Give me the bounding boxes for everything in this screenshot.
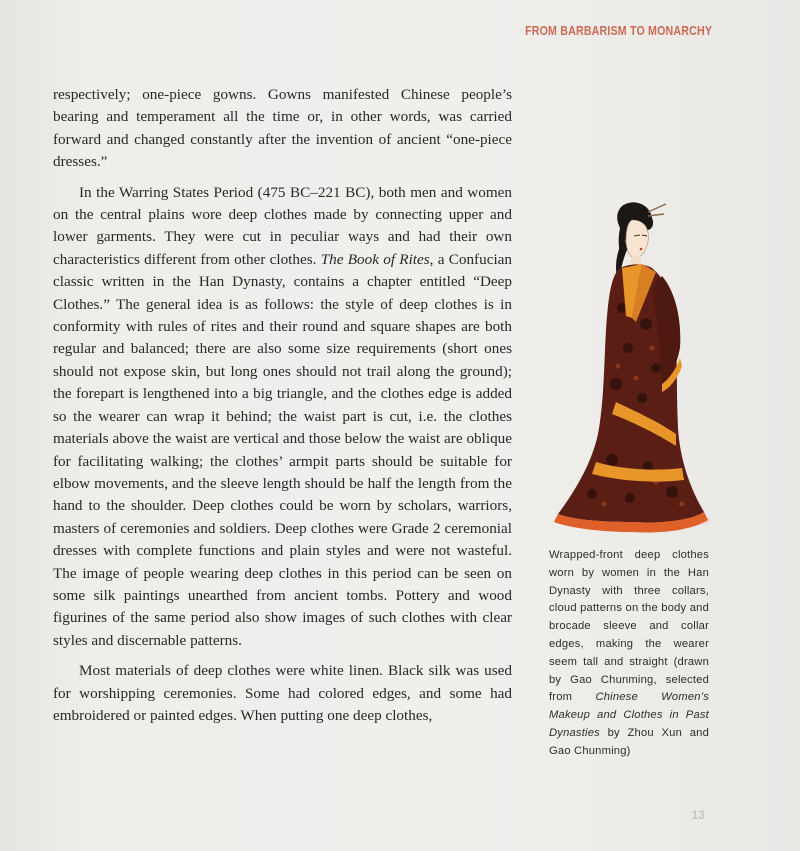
body-text [53, 84, 512, 727]
han-woman-illustration [552, 198, 712, 538]
paragraph-1: respectively; one-piece gowns. Gowns manifested Chinese people’s bearing and temperament all the time or, in other words, was carried forward and changed constantly after the invention of ancient “one-piece dresses.” [53, 86, 512, 171]
paragraph-2-part-b: , a Confucian classic written in the Han Dynasty, contains a chapter entitled “Deep Clothes.” The general idea is as follows: the style of deep clothes is in conformity with rules of rites and their round and square shapes are both regular and balanced; there are also some size requirements (short ones should not expose skin, but long ones should not trail along the ground); the forepart is lengthened into a big triangle, and the clothes edge is added so the wearer can wrap it behind; the waist part is cut, i.e. the clothes materials above the waist are vertical and those below the waist are oblique for facilitating walking; the clothes’ armpit parts should be suitable for elbow movements, and the sleeve length should be half the length from the hand to the shoulder. Deep clothes could be worn by scholars, warriors, masters of ceremonies and soldiers. Deep clothes were Grade 2 ceremonial dresses with complete functions and plain styles and were not wasteful. The image of people wearing deep clothes in this period can be seen on some silk paintings unearthed from ancient tombs. Pottery and wood figurines of the same period also show images of such clothes with clear styles and discernable patterns. [53, 250, 512, 649]
face [626, 220, 648, 258]
caption-book-title: Chinese Women’s Makeup and Clothes in Past Dynasties [549, 691, 709, 739]
paragraph-2 [53, 182, 512, 653]
caption-part-a: Wrapped-front deep clothes worn by women in the Han Dynasty with three collars, cloud patterns on the body and brocade sleeve and collar edges, making the wearer seem tall and straight (drawn by Gao Chunming, selected from [549, 549, 709, 704]
lips [640, 248, 643, 251]
running-head: FROM BARBARISM TO MONARCHY [524, 23, 712, 38]
paragraph-3: Most materials of deep clothes were white linen. Black silk was used for worshipping ceremonies. Some had colored edges, and some had embroidered or painted edges. When putting one deep clothes, [53, 662, 512, 724]
page-number: 13 [691, 808, 705, 822]
book-title-book-of-rites: The Book of Rites [320, 250, 430, 268]
figure-caption [549, 547, 709, 761]
caption-part-b: by Zhou Xun and Gao Chunming) [549, 726, 709, 757]
paragraph-2-part-a: In the Warring States Period (475 BC–221 BC), both men and women on the central plains wore deep clothes made by connecting upper and lower garments. They were cut in peculiar ways and had their own characteristics different from other clothes. [53, 183, 512, 268]
